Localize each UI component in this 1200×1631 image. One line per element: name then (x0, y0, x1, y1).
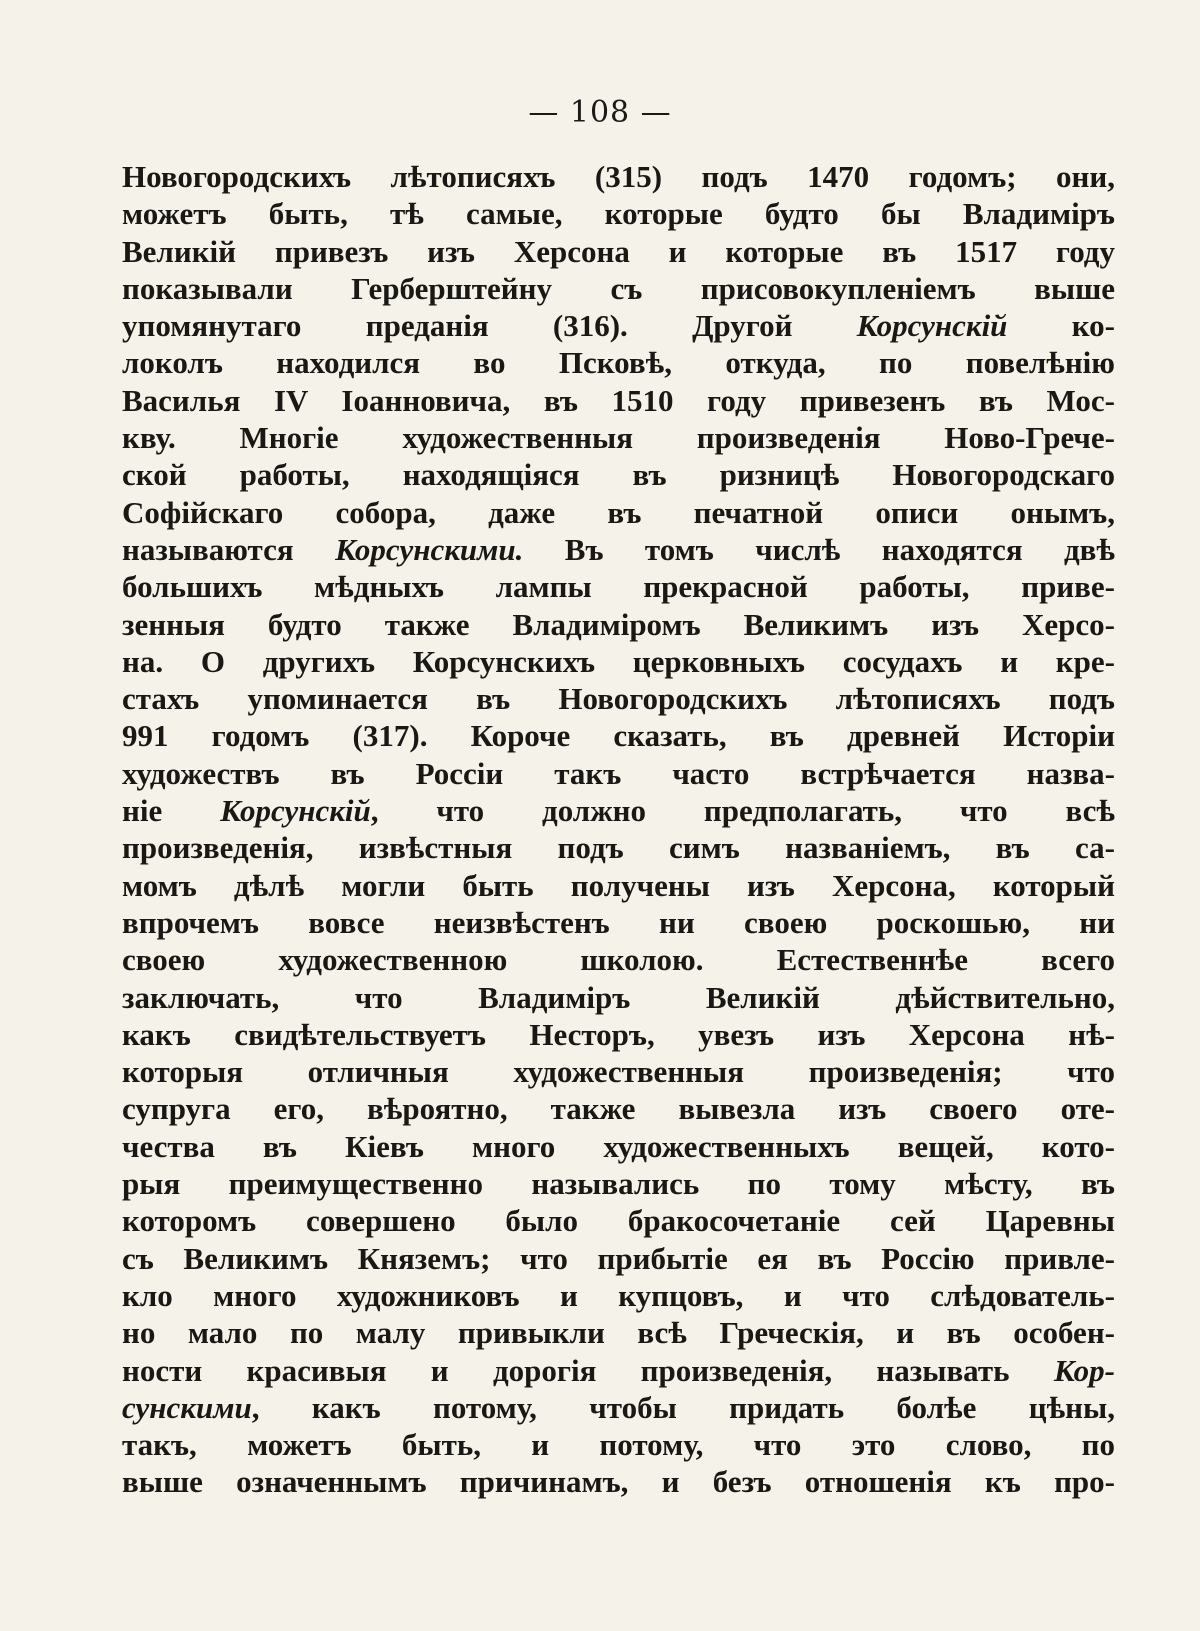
text-fragment: на. О другихъ Корсунскихъ церковныхъ сосудахъ и кре- (122, 643, 1115, 679)
text-line (122, 979, 1115, 1016)
text-fragment: но мало по малу привыкли всѣ Греческiя, и въ особен- (122, 1315, 1115, 1351)
text-line (122, 867, 1115, 904)
text-line (122, 233, 1115, 270)
text-fragment: Новогородскихъ лѣтописяхъ (315) подъ 1470 годомъ; они, (122, 159, 1115, 194)
text-line (122, 1277, 1115, 1314)
text-fragment: такъ, можетъ быть, и потому, что это слово, по (122, 1427, 1115, 1463)
text-fragment: впрочемъ вовсе неизвѣстенъ ни своею роскошью, ни (122, 904, 1115, 940)
text-line (122, 643, 1115, 680)
body-text (122, 158, 1115, 1501)
text-line (122, 792, 1115, 829)
text-line (122, 1426, 1115, 1463)
text-fragment: , что должно предполагать, что всѣ (370, 793, 1116, 829)
text-line (122, 829, 1115, 866)
text-line (122, 382, 1115, 419)
text-fragment: можетъ быть, тѣ самые, которые будто бы Владимiръ (122, 196, 1115, 232)
text-line (122, 344, 1115, 381)
text-line (122, 494, 1115, 531)
text-fragment: которомъ совершено было бракосочетанiе сей Царевны (122, 1203, 1115, 1239)
text-fragment: зенныя будто также Владимiромъ Великимъ изъ Херсо- (122, 606, 1115, 642)
text-line (122, 195, 1115, 232)
text-fragment: , какъ потому, чтобы придать болѣе цѣны, (251, 1389, 1115, 1425)
text-line (122, 606, 1115, 643)
text-fragment: супруга его, вѣроятно, также вывезла изъ своего оте- (122, 1091, 1115, 1127)
text-fragment: упомянутаго преданiя (316). Другой (122, 308, 857, 344)
text-line (122, 456, 1115, 493)
text-line (122, 717, 1115, 754)
text-fragment: какъ свидѣтельствуетъ Несторъ, увезъ изъ Херсона нѣ- (122, 1016, 1115, 1052)
text-line (122, 1352, 1115, 1389)
text-line (122, 270, 1115, 307)
text-line (122, 1165, 1115, 1202)
text-line (122, 1128, 1115, 1165)
text-line (122, 1090, 1115, 1127)
text-fragment: нiе (122, 793, 221, 829)
text-line (122, 158, 1115, 195)
text-line (122, 941, 1115, 978)
text-fragment: ской работы, находящiяся въ ризницѣ Новогородскаго (122, 457, 1115, 493)
text-line (122, 1053, 1115, 1090)
text-fragment: ности красивыя и дорогiя произведенiя, называть (122, 1352, 1054, 1388)
text-line (122, 307, 1115, 344)
text-fragment: кву. Многiе художественныя произведенiя Ново-Грече- (122, 420, 1115, 456)
text-line (122, 1240, 1115, 1277)
text-fragment: ко- (1007, 308, 1115, 344)
text-fragment: чества въ Кiевъ много художественныхъ вещей, кото- (122, 1128, 1115, 1164)
text-fragment: своею художественною школою. Естественнѣе всего (122, 942, 1115, 978)
text-fragment: стахъ упоминается въ Новогородскихъ лѣтописяхъ подъ (122, 681, 1115, 717)
text-fragment: рыя преимущественно назывались по тому мѣсту, въ (122, 1166, 1115, 1202)
text-line (122, 568, 1115, 605)
text-fragment: Въ томъ числѣ находятся двѣ (523, 531, 1116, 567)
text-fragment: заключать, что Владимiръ Великiй дѣйствительно, (122, 979, 1115, 1015)
italic-term: сунскими (122, 1389, 252, 1425)
text-fragment: кло много художниковъ и купцовъ, и что слѣдователь- (122, 1277, 1115, 1313)
text-fragment: Великiй привезъ изъ Херсона и которые въ 1517 году (122, 233, 1115, 269)
text-line (122, 755, 1115, 792)
text-fragment: называются (122, 531, 336, 567)
text-fragment: выше означеннымъ причинамъ, и безъ отношенiя къ про- (122, 1464, 1115, 1500)
text-line (122, 1202, 1115, 1239)
text-fragment: большихъ мѣдныхъ лампы прекрасной работы, приве- (122, 569, 1115, 605)
page-number-header: — 108 — (528, 95, 672, 130)
text-fragment: произведенiя, извѣстныя подъ симъ названiемъ, въ са- (122, 830, 1115, 866)
text-fragment: которыя отличныя художественныя произведенiя; что (122, 1054, 1115, 1090)
text-fragment: момъ дѣлѣ могли быть получены изъ Херсона, который (122, 867, 1115, 903)
text-line (122, 680, 1115, 717)
text-fragment: художествъ въ Россiи такъ часто встрѣчается назва- (122, 755, 1115, 791)
text-fragment: Софiйскаго собора, даже въ печатной описи онымъ, (122, 494, 1115, 530)
text-line (122, 419, 1115, 456)
text-line (122, 531, 1115, 568)
text-fragment: съ Великимъ Княземъ; что прибытiе ея въ Россiю привле- (122, 1240, 1115, 1276)
italic-term: Корсунскими. (335, 531, 524, 567)
italic-term: Кор- (1053, 1352, 1115, 1388)
text-fragment: 991 годомъ (317). Короче сказать, въ древней Исторiи (122, 718, 1115, 754)
italic-term: Корсунскiй (856, 308, 1008, 344)
text-line (122, 1314, 1115, 1351)
text-line (122, 1389, 1115, 1426)
text-line (122, 904, 1115, 941)
text-fragment: Василья IV Iоанновича, въ 1510 году привезенъ въ Мос- (122, 382, 1115, 418)
text-line (122, 1463, 1115, 1500)
text-fragment: локолъ находился во Псковѣ, откуда, по повелѣнiю (122, 345, 1115, 381)
text-line (122, 1016, 1115, 1053)
italic-term: Корсунскiй (220, 793, 371, 829)
text-fragment: показывали Герберштейну съ присовокупленiемъ выше (122, 270, 1115, 306)
